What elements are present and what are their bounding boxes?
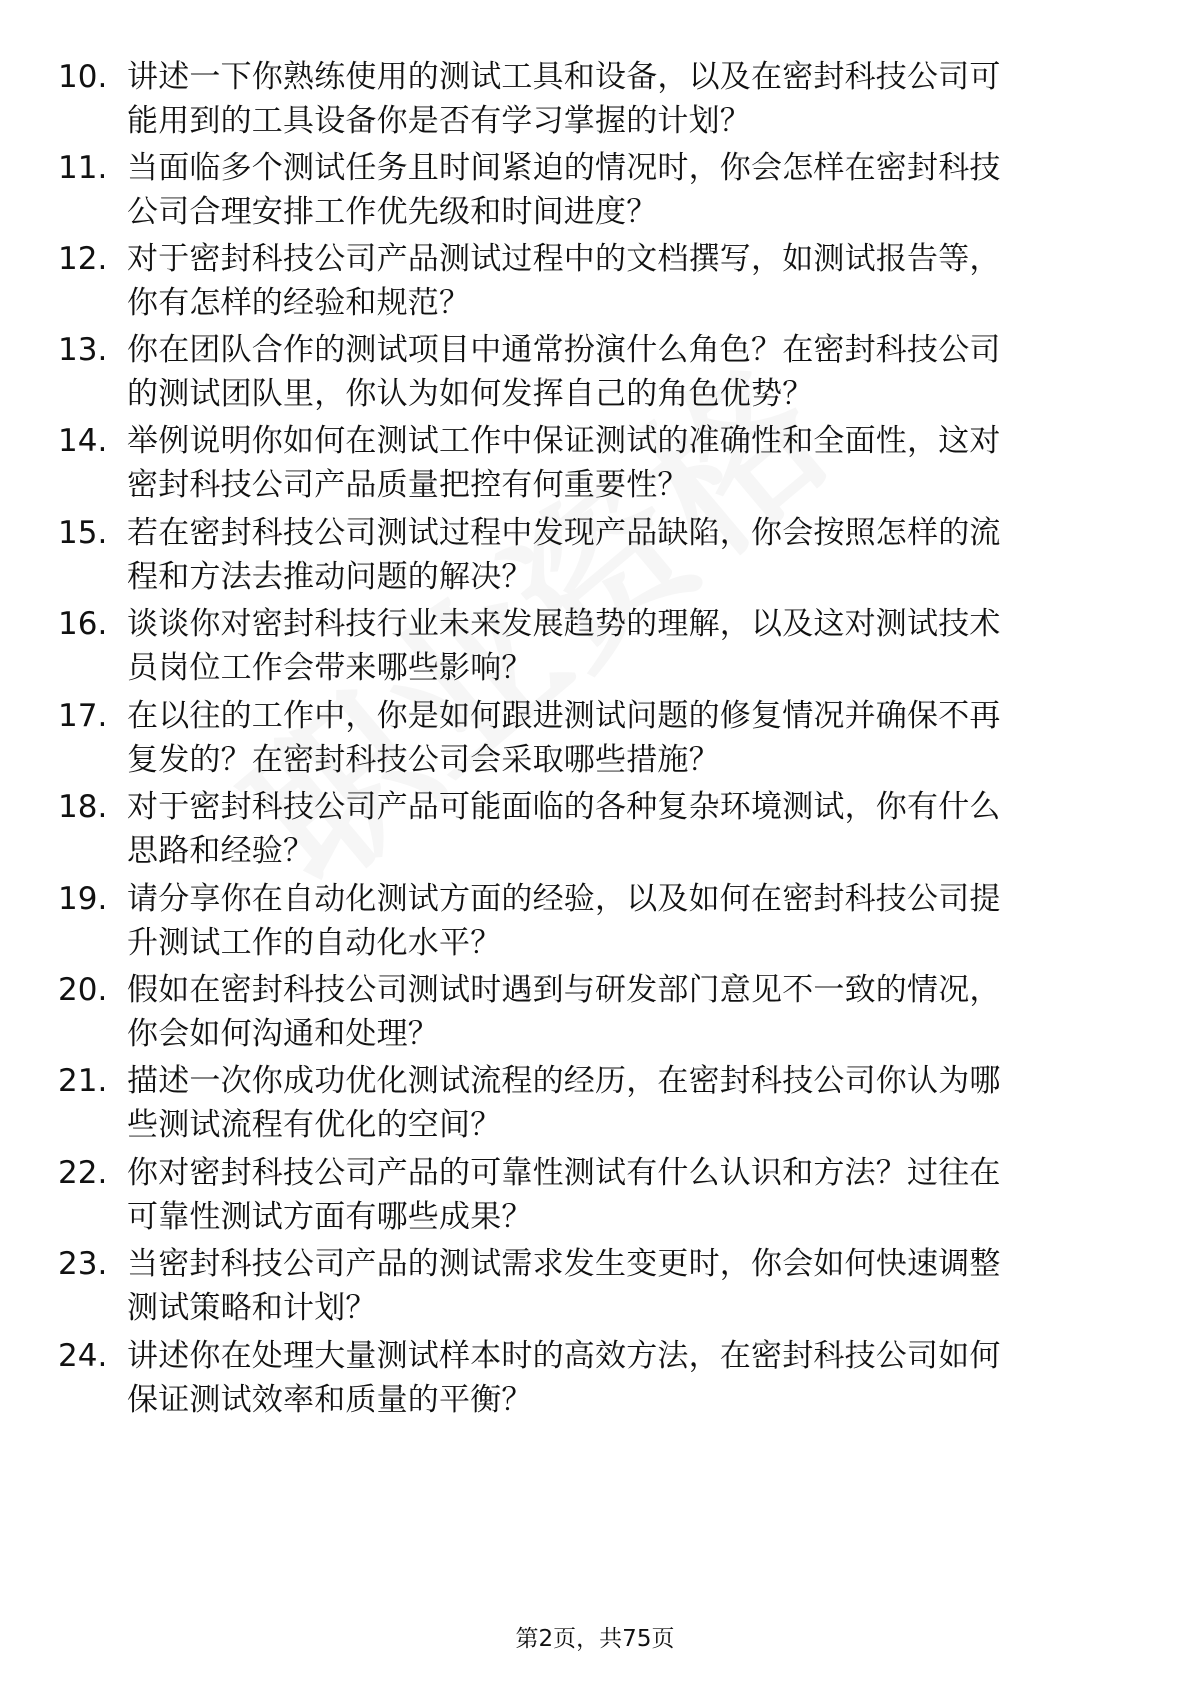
question-text-line-1: 对于密封科技公司产品测试过程中的文档撰写，如测试报告等，: [127, 241, 1001, 277]
question-text-line-2: 员岗位工作会带来哪些影响？: [127, 650, 533, 686]
question-text-line-2: 你会如何沟通和处理？: [127, 1016, 439, 1052]
question-number: 16.: [58, 606, 108, 642]
question-text-line-1: 若在密封科技公司测试过程中发现产品缺陷，你会按照怎样的流: [127, 515, 1001, 551]
question-text-line-2: 思路和经验？: [127, 833, 315, 869]
question-text-line-1: 你在团队合作的测试项目中通常扮演什么角色？在密封科技公司: [127, 332, 1001, 368]
question-text-line-1: 假如在密封科技公司测试时遇到与研发部门意见不一致的情况，: [127, 972, 1001, 1008]
question-text-line-2: 的测试团队里，你认为如何发挥自己的角色优势？: [127, 376, 814, 412]
question-text-line-1: 描述一次你成功优化测试流程的经历，在密封科技公司你认为哪: [127, 1063, 1001, 1099]
question-number: 20.: [58, 972, 108, 1008]
question-text-line-1: 请分享你在自动化测试方面的经验，以及如何在密封科技公司提: [127, 881, 1001, 917]
question-number: 23.: [58, 1246, 108, 1282]
question-text-line-1: 讲述一下你熟练使用的测试工具和设备，以及在密封科技公司可: [127, 59, 1001, 95]
question-text-line-1: 当面临多个测试任务且时间紧迫的情况时，你会怎样在密封科技: [127, 150, 1001, 186]
question-number: 15.: [58, 515, 108, 551]
question-number: 13.: [58, 332, 108, 368]
question-number: 12.: [58, 241, 108, 277]
question-number: 19.: [58, 881, 108, 917]
question-number: 14.: [58, 423, 108, 459]
question-text-line-2: 保证测试效率和质量的平衡？: [127, 1382, 533, 1418]
question-text-line-2: 你有怎样的经验和规范？: [127, 285, 471, 321]
question-text-line-1: 对于密封科技公司产品可能面临的各种复杂环境测试，你有什么: [127, 789, 1001, 825]
question-text-line-2: 程和方法去推动问题的解决？: [127, 559, 533, 595]
question-text-line-2: 复发的？在密封科技公司会采取哪些措施？: [127, 742, 720, 778]
question-text-line-2: 密封科技公司产品质量把控有何重要性？: [127, 467, 689, 503]
question-text-line-2: 测试策略和计划？: [127, 1290, 377, 1326]
question-text-line-2: 升测试工作的自动化水平？: [127, 925, 502, 961]
question-number: 10.: [58, 59, 108, 95]
question-number: 17.: [58, 698, 108, 734]
question-text-line-1: 讲述你在处理大量测试样本时的高效方法，在密封科技公司如何: [127, 1338, 1001, 1374]
question-text-line-1: 谈谈你对密封科技行业未来发展趋势的理解，以及这对测试技术: [127, 606, 1001, 642]
question-text-line-1: 你对密封科技公司产品的可靠性测试有什么认识和方法？过往在: [127, 1155, 1001, 1191]
question-number: 21.: [58, 1063, 108, 1099]
question-number: 11.: [58, 150, 108, 186]
question-number: 18.: [58, 789, 108, 825]
question-item: [0, 1334, 1190, 1444]
question-text-line-1: 举例说明你如何在测试工作中保证测试的准确性和全面性，这对: [127, 423, 1001, 459]
question-number: 22.: [58, 1155, 108, 1191]
question-text-line-2: 些测试流程有优化的空间？: [127, 1107, 502, 1143]
question-text-line-1: 当密封科技公司产品的测试需求发生变更时，你会如何快速调整: [127, 1246, 1001, 1282]
question-text-line-2: 公司合理安排工作优先级和时间进度？: [127, 194, 658, 230]
page-number-footer: 第2页，共75页: [515, 1626, 675, 1652]
question-text-line-2: 能用到的工具设备你是否有学习掌握的计划？: [127, 103, 751, 139]
question-number: 24.: [58, 1338, 108, 1374]
question-text-line-2: 可靠性测试方面有哪些成果？: [127, 1199, 533, 1235]
question-text-line-1: 在以往的工作中，你是如何跟进测试问题的修复情况并确保不再: [127, 698, 1001, 734]
